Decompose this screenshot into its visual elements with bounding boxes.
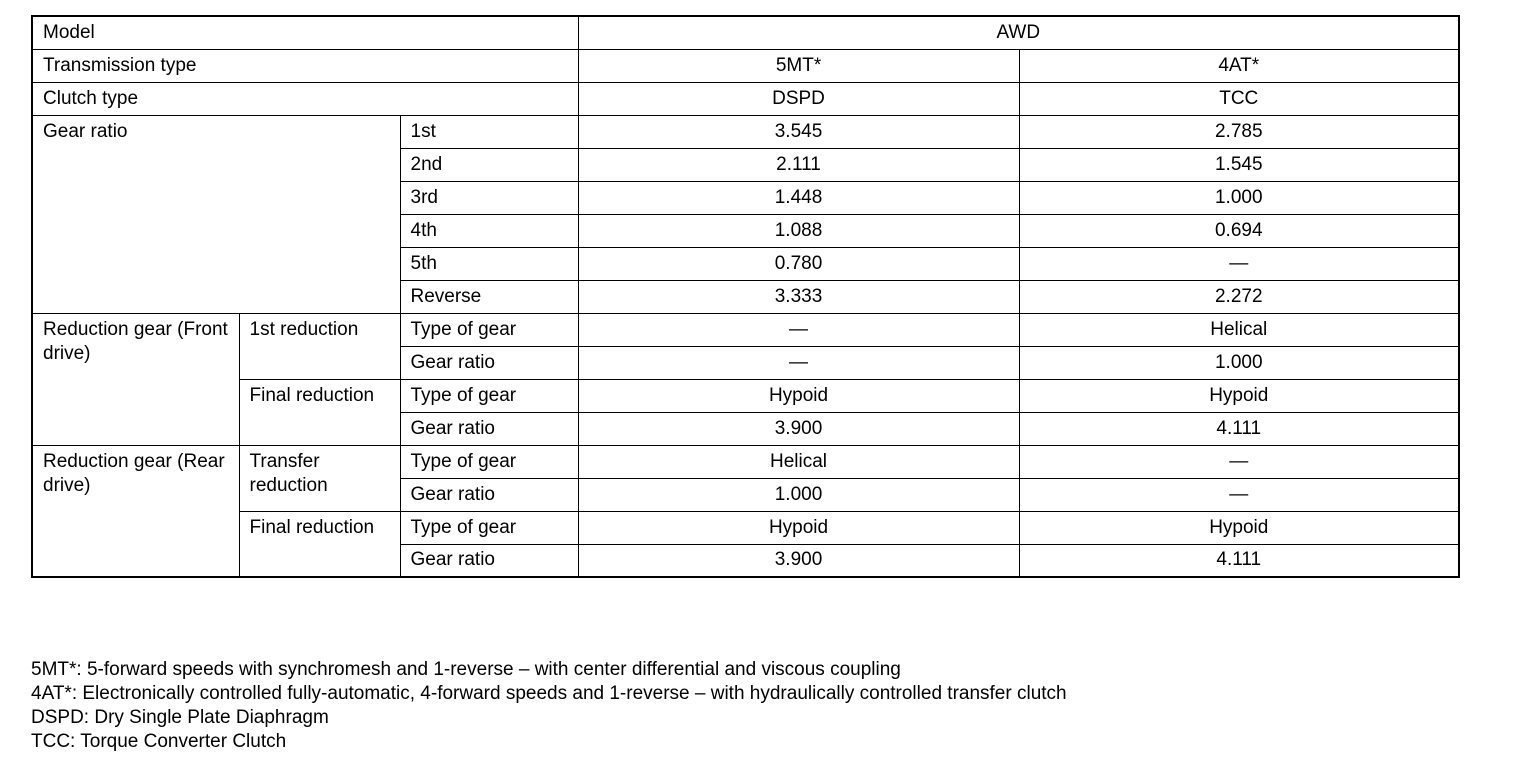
gear-5mt-value: 3.333 [578,280,1019,313]
footnote-tcc: TCC: Torque Converter Clutch [31,731,287,752]
front-first-type-row [32,313,1459,346]
rear-transfer-type-4at: — [1019,445,1459,478]
rear-final-type-4at: Hypoid [1019,511,1459,544]
gear-4at-value: 1.545 [1019,148,1459,181]
gear-name: 3rd [400,181,578,214]
gear-5mt-value: 3.545 [578,115,1019,148]
front-final-ratio-4at: 4.111 [1019,412,1459,445]
gear-name: 1st [400,115,578,148]
front-first-ratio-5mt: — [578,346,1019,379]
rear-final-reduction-label: Final reduction [239,511,400,577]
rear-final-ratio-5mt: 3.900 [578,544,1019,577]
front-final-type-4at: Hypoid [1019,379,1459,412]
gear-4at-value: 2.272 [1019,280,1459,313]
gear-ratio-sub-label: Gear ratio [400,412,578,445]
front-final-type-5mt: Hypoid [578,379,1019,412]
gear-ratio-sub-label: Gear ratio [400,346,578,379]
clutch-4at: TCC [1019,82,1459,115]
rear-final-type-row [32,511,1459,544]
clutch-label: Clutch type [32,82,578,115]
gear-name: 4th [400,214,578,247]
gear-ratio-label: Gear ratio [32,115,400,313]
rear-final-type-5mt: Hypoid [578,511,1019,544]
type-of-gear-label: Type of gear [400,511,578,544]
gear-ratio-sub-label: Gear ratio [400,544,578,577]
front-final-reduction-label: Final reduction [239,379,400,445]
rear-transfer-type-row [32,445,1459,478]
specifications-table [31,15,1460,578]
type-of-gear-label: Type of gear [400,313,578,346]
model-value: AWD [578,16,1459,49]
gear-4at-value: — [1019,247,1459,280]
clutch-5mt: DSPD [578,82,1019,115]
type-of-gear-label: Type of gear [400,379,578,412]
clutch-row [32,82,1459,115]
rear-final-ratio-4at: 4.111 [1019,544,1459,577]
front-first-type-4at: Helical [1019,313,1459,346]
front-first-reduction-label: 1st reduction [239,313,400,379]
gear-4at-value: 1.000 [1019,181,1459,214]
front-first-type-5mt: — [578,313,1019,346]
footnote-dspd: DSPD: Dry Single Plate Diaphragm [31,707,329,728]
gear-ratio-sub-label: Gear ratio [400,478,578,511]
rear-transfer-type-5mt: Helical [578,445,1019,478]
front-drive-label: Reduction gear (Front drive) [32,313,239,445]
transmission-5mt: 5MT* [578,49,1019,82]
gear-name: 2nd [400,148,578,181]
front-final-type-row [32,379,1459,412]
model-label: Model [32,16,578,49]
gear-4at-value: 0.694 [1019,214,1459,247]
footnote-4at: 4AT*: Electronically controlled fully-automatic, 4-forward speeds and 1-reverse – with hydraulically controlled transfer clutch [31,683,1067,704]
front-first-ratio-4at: 1.000 [1019,346,1459,379]
gear-5mt-value: 1.448 [578,181,1019,214]
rear-transfer-ratio-4at: — [1019,478,1459,511]
transmission-row [32,49,1459,82]
gear-5mt-value: 0.780 [578,247,1019,280]
front-final-ratio-5mt: 3.900 [578,412,1019,445]
model-row [32,16,1459,49]
rear-transfer-ratio-5mt: 1.000 [578,478,1019,511]
gear-row [32,115,1459,148]
gear-5mt-value: 2.111 [578,148,1019,181]
type-of-gear-label: Type of gear [400,445,578,478]
footnote-5mt: 5MT*: 5-forward speeds with synchromesh and 1-reverse – with center differential and viscous coupling [31,659,901,680]
rear-transfer-reduction-label: Transfer reduction [239,445,400,511]
gear-5mt-value: 1.088 [578,214,1019,247]
rear-drive-label: Reduction gear (Rear drive) [32,445,239,577]
transmission-4at: 4AT* [1019,49,1459,82]
gear-4at-value: 2.785 [1019,115,1459,148]
transmission-label: Transmission type [32,49,578,82]
footnotes [31,658,1067,754]
gear-name: 5th [400,247,578,280]
gear-name: Reverse [400,280,578,313]
